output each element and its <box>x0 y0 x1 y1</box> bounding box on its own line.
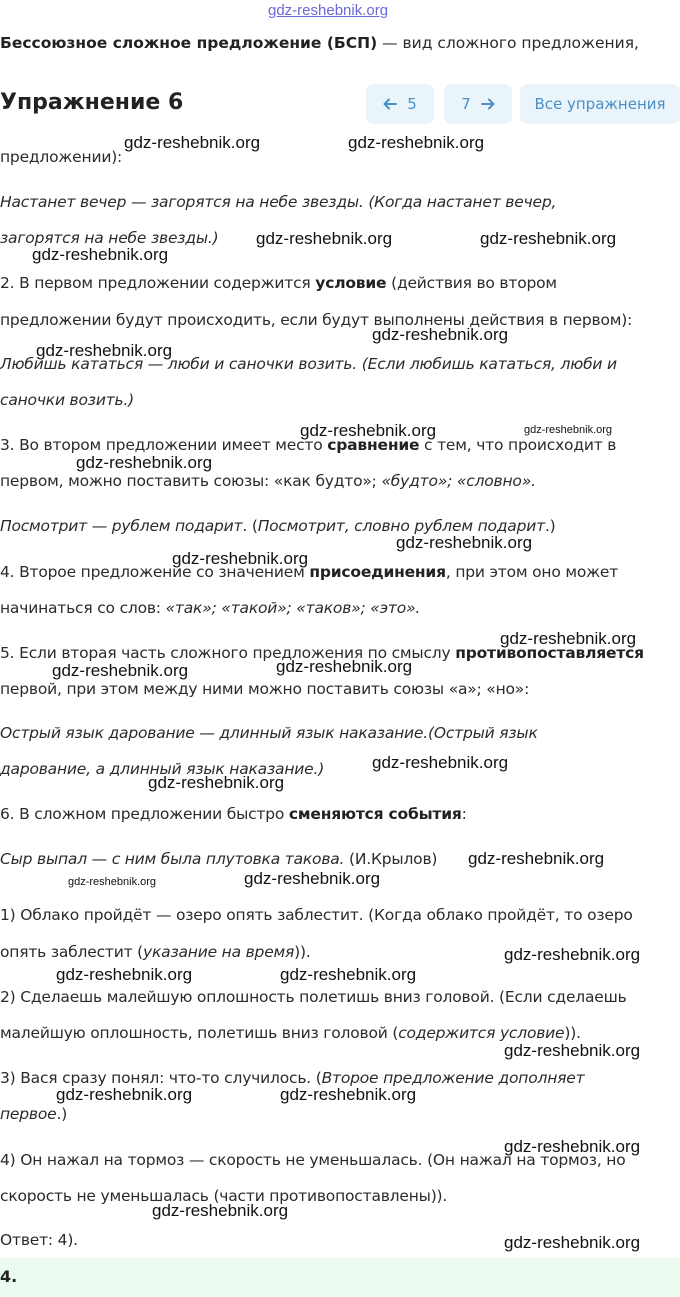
arrow-left-icon <box>383 97 397 111</box>
watermark-text: gdz-reshebnik.org <box>32 245 169 264</box>
prev-exercise-button[interactable] <box>366 84 434 124</box>
watermark-text: gdz-reshebnik.org <box>372 325 509 344</box>
answer-item-4: 4) Он нажал на тормоз — скорость не уменьшалась. (Он нажал на тормоз, но <box>0 1151 626 1169</box>
exercise-header <box>0 82 680 126</box>
answer-band-text: 4. <box>0 1267 18 1286</box>
content-line: предложении будут происходить, если будут выполнены действия в первом): <box>0 311 633 329</box>
watermark-text: gdz-reshebnik.org <box>56 1085 193 1104</box>
watermark-text: gdz-reshebnik.org <box>280 965 417 984</box>
watermark-text: gdz-reshebnik.org <box>280 1085 417 1104</box>
content-line: опять заблестит (указание на время)). <box>0 943 311 961</box>
answer-item-1: 1) Облако пройдёт — озеро опять заблестит. (Когда облако пройдёт, то озеро <box>0 906 633 924</box>
watermark-text: gdz-reshebnik.org <box>504 1233 641 1252</box>
example-line: Сыр выпал — с ним была плутовка такова. (И.Крылов) <box>0 850 438 868</box>
watermark-text: gdz-reshebnik.org <box>56 965 193 984</box>
content-line: скорость не уменьшалась (части противопоставлены)). <box>0 1187 448 1205</box>
content-line: начинаться со слов: «так»; «такой»; «таков»; «это». <box>0 599 421 617</box>
rule-4: 4. Второе предложение со значением присоединения, при этом оно может <box>0 563 619 581</box>
answer-item-3: 3) Вася сразу понял: что-то случилось. (Второе предложение дополняет <box>0 1069 585 1087</box>
example-line: саночки возить.) <box>0 391 135 409</box>
watermark-text: gdz-reshebnik.org <box>396 533 533 552</box>
watermark-text: gdz-reshebnik.org <box>300 421 437 440</box>
content-line: первом, можно поставить союзы: «как будто»; «будто»; «словно». <box>0 472 536 490</box>
content-line: предложении): <box>0 148 123 166</box>
next-exercise-button[interactable] <box>444 84 512 124</box>
watermark-text: gdz-reshebnik.org <box>468 849 605 868</box>
watermark-text: gdz-reshebnik.org <box>152 1201 289 1220</box>
watermark-text: gdz-reshebnik.org <box>276 657 413 676</box>
all-exercises-button[interactable] <box>520 84 680 124</box>
arrow-right-icon <box>481 97 495 111</box>
answer-line: Ответ: 4). <box>0 1231 78 1249</box>
example-line: Посмотрит — рублем подарит. (Посмотрит, словно рублем подарит.) <box>0 517 556 535</box>
watermark-text: gdz-reshebnik.org <box>172 549 309 568</box>
all-exercises-label: Все упражнения <box>534 95 666 113</box>
rule-3: 3. Во втором предложении имеет место сравнение с тем, что происходит в <box>0 436 617 454</box>
watermark-text: gdz-reshebnik.org <box>372 753 509 772</box>
example-line: Острый язык дарование — длинный язык наказание.(Острый язык <box>0 724 538 742</box>
example-line: Любишь кататься — люби и саночки возить. (Если любишь кататься, люби и <box>0 355 617 373</box>
answer-item-2: 2) Сделаешь малейшую оплошность полетишь вниз головой. (Если сделаешь <box>0 988 627 1006</box>
watermark-text: gdz-reshebnik.org <box>244 869 381 888</box>
watermark-text: gdz-reshebnik.org <box>256 229 393 248</box>
watermark-text: gdz-reshebnik.org <box>76 453 213 472</box>
watermark-text: gdz-reshebnik.org <box>148 773 285 792</box>
top-watermark-link[interactable]: gdz-reshebnik.org <box>268 2 389 19</box>
watermark-text: gdz-reshebnik.org <box>480 229 617 248</box>
watermark-text: gdz-reshebnik.org <box>36 341 173 360</box>
definition-term: Бессоюзное сложное предложение (БСП) <box>0 34 378 52</box>
page-title: Упражнение 6 <box>0 90 184 115</box>
rule-2: 2. В первом предложении содержится условие (действия во втором <box>0 274 557 292</box>
example-line: загорятся на небе звезды.) <box>0 229 219 247</box>
definition-text: — вид сложного предложения, <box>377 34 639 52</box>
answer-band <box>0 1258 680 1297</box>
example-line: Настанет вечер — загорятся на небе звезды. (Когда настанет вечер, <box>0 193 557 211</box>
rule-5: 5. Если вторая часть сложного предложения по смыслу противопоставляется <box>0 644 644 662</box>
next-exercise-label: 7 <box>461 95 471 113</box>
watermark-text: gdz-reshebnik.org <box>52 661 189 680</box>
watermark-text: gdz-reshebnik.org <box>68 876 157 888</box>
watermark-text: gdz-reshebnik.org <box>124 133 261 152</box>
watermark-text: gdz-reshebnik.org <box>500 629 637 648</box>
watermark-text: gdz-reshebnik.org <box>524 424 613 436</box>
definition-line <box>0 34 639 52</box>
watermark-text: gdz-reshebnik.org <box>504 1041 641 1060</box>
watermark-text: gdz-reshebnik.org <box>504 1137 641 1156</box>
rule-6: 6. В сложном предложении быстро сменяются события: <box>0 805 467 823</box>
watermark-text: gdz-reshebnik.org <box>504 945 641 964</box>
content-line: малейшую оплошность, полетишь вниз головой (содержится условие)). <box>0 1024 581 1042</box>
watermark-text: gdz-reshebnik.org <box>348 133 485 152</box>
prev-exercise-label: 5 <box>407 95 417 113</box>
content-line: первой, при этом между ними можно поставить союзы «а»; «но»: <box>0 680 530 698</box>
example-line: дарование, а длинный язык наказание.) <box>0 760 325 778</box>
content-line: первое.) <box>0 1105 68 1123</box>
